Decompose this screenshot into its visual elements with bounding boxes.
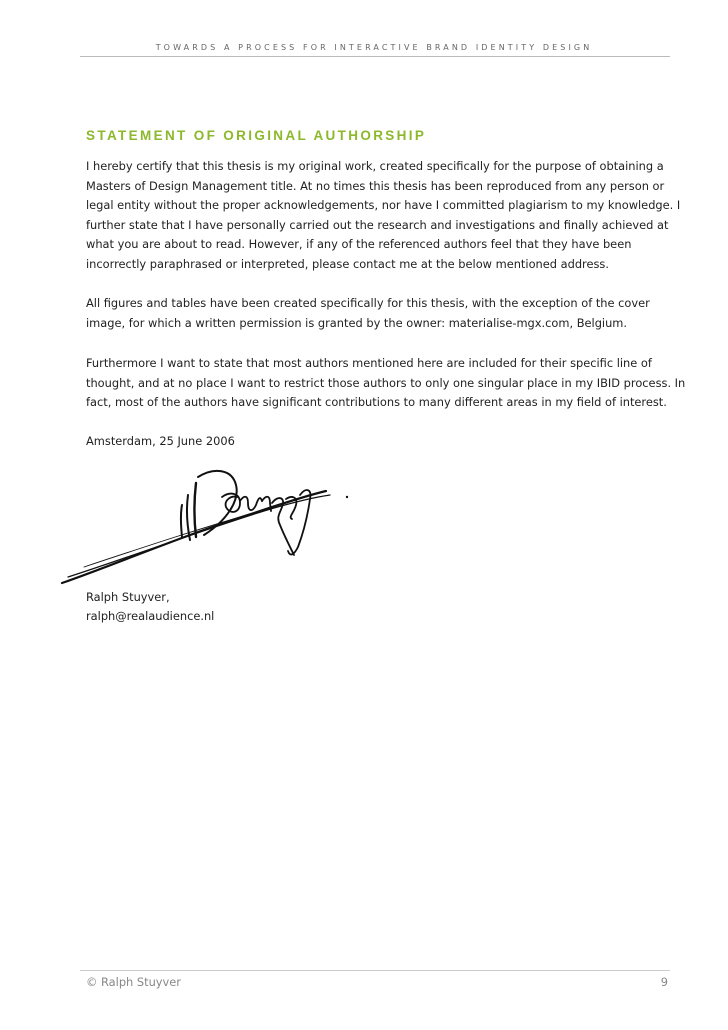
footer-copyright: © Ralph Stuyver bbox=[86, 975, 181, 989]
header-divider bbox=[80, 56, 670, 57]
footer-divider bbox=[80, 970, 670, 971]
certification-paragraph: I hereby certify that this thesis is my original work, created specifically for the purpose of obtaining a Masters of Design Management title. At no times this thesis has been reproduced from any person or legal entity without the proper acknowledgements, nor have I committed plagiarism to my knowledge. I further state that I have personally carried out the research and investigations and finally achieved at what you are about to read. However, if any of the referenced authors feel that they have been incorrectly paraphrased or interpreted, please contact me at the below mentioned address. bbox=[86, 159, 681, 271]
figures-paragraph: All figures and tables have been created specifically for this thesis, with the exception of the cover image, for which a written permission is granted by the owner: materialise-mgx.com, Belgium. bbox=[86, 296, 650, 330]
authors-paragraph: Furthermore I want to state that most authors mentioned here are included for their specific line of thought, and at no place I want to restrict those authors to only one singular place in my IBID process. In fact, most of the authors have significant contributions to many different areas in my field of interest. bbox=[86, 356, 686, 410]
place-date: Amsterdam, 25 June 2006 bbox=[86, 434, 235, 448]
author-name: Ralph Stuyver, bbox=[86, 590, 170, 604]
signature-icon bbox=[54, 455, 356, 595]
section-title: STATEMENT OF ORIGINAL AUTHORSHIP bbox=[86, 128, 427, 143]
running-header: TOWARDS A PROCESS FOR INTERACTIVE BRAND IDENTITY DESIGN bbox=[155, 43, 593, 52]
author-email: ralph@realaudience.nl bbox=[86, 609, 215, 623]
page-number: 9 bbox=[660, 975, 668, 989]
